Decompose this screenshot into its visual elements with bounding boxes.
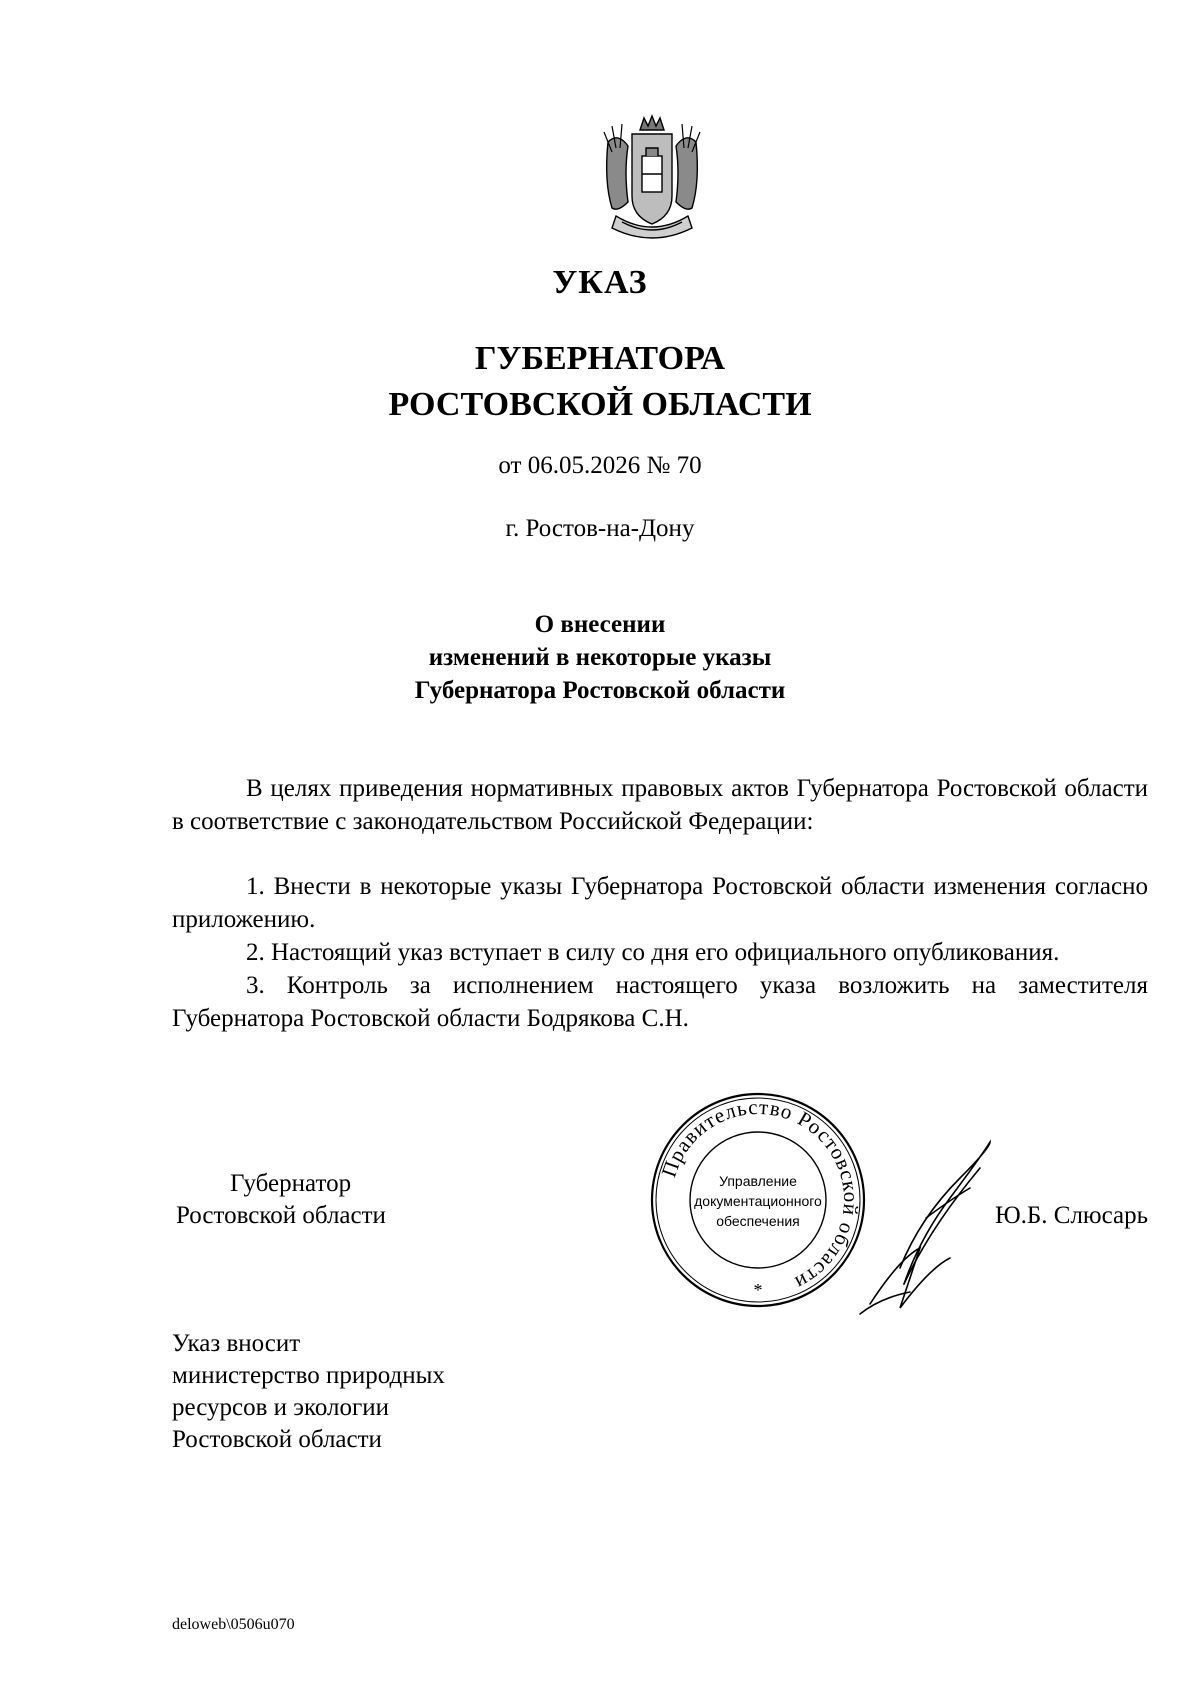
preamble-block: [172, 772, 1148, 838]
document-subject: [0, 608, 1200, 707]
seal-ring-text: Правительство Ростовской области: [656, 1094, 864, 1296]
official-seal-icon: [648, 1090, 868, 1310]
seal-center-line-2: документационного: [694, 1193, 822, 1209]
signatory-title-line-1: Губернатор: [230, 1170, 352, 1197]
issuer-line-1: ГУБЕРНАТОРА: [474, 340, 726, 377]
footer-file-code: deloweb\0506u070: [172, 1616, 295, 1633]
decree-items: [172, 870, 1148, 1035]
signatory-name: Ю.Б. Слюсарь: [994, 1202, 1148, 1229]
seal-center-line-1: Управление: [719, 1173, 797, 1189]
document-city: г. Ростов-на-Дону: [505, 515, 695, 542]
document-type: УКАЗ: [552, 264, 648, 301]
issuer-line-2: РОСТОВСКОЙ ОБЛАСТИ: [388, 386, 812, 423]
signatory-title-line-2: Ростовской области: [176, 1202, 386, 1229]
submitter-line-3: ресурсов и экологии: [172, 1394, 390, 1421]
submitter-line-1: Указ вносит: [172, 1330, 301, 1357]
signatory-title: [176, 1168, 386, 1232]
submitter-line-2: министерство природных: [172, 1362, 445, 1389]
decree-item-2: 2. Настоящий указ вступает в силу со дня его официального опубликования.: [246, 939, 1060, 966]
decree-item-3: 3. Контроль за исполнением настоящего указа возложить на заместителя Губернатора Ростовской области Бодрякова С.Н.: [172, 972, 1148, 1032]
issuer-title: [0, 336, 1200, 428]
subject-line-1: О внесении: [534, 611, 666, 638]
seal-star: *: [753, 1280, 763, 1300]
submitter-block: [172, 1328, 445, 1456]
submitter-line-4: Ростовской области: [172, 1426, 382, 1453]
decree-item-1: 1. Внести в некоторые указы Губернатора Ростовской области изменения согласно приложению.: [172, 873, 1148, 933]
document-date-number: от 06.05.2026 № 70: [498, 452, 702, 479]
preamble-paragraph: В целях приведения нормативных правовых актов Губернатора Ростовской области в соответствие с законодательством Российской Федерации:: [172, 775, 1148, 835]
coat-of-arms-icon: [598, 112, 706, 250]
seal-center-line-3: обеспечения: [716, 1213, 800, 1229]
subject-line-2: изменений в некоторые указы: [428, 644, 772, 671]
subject-line-3: Губернатора Ростовской области: [414, 677, 786, 704]
